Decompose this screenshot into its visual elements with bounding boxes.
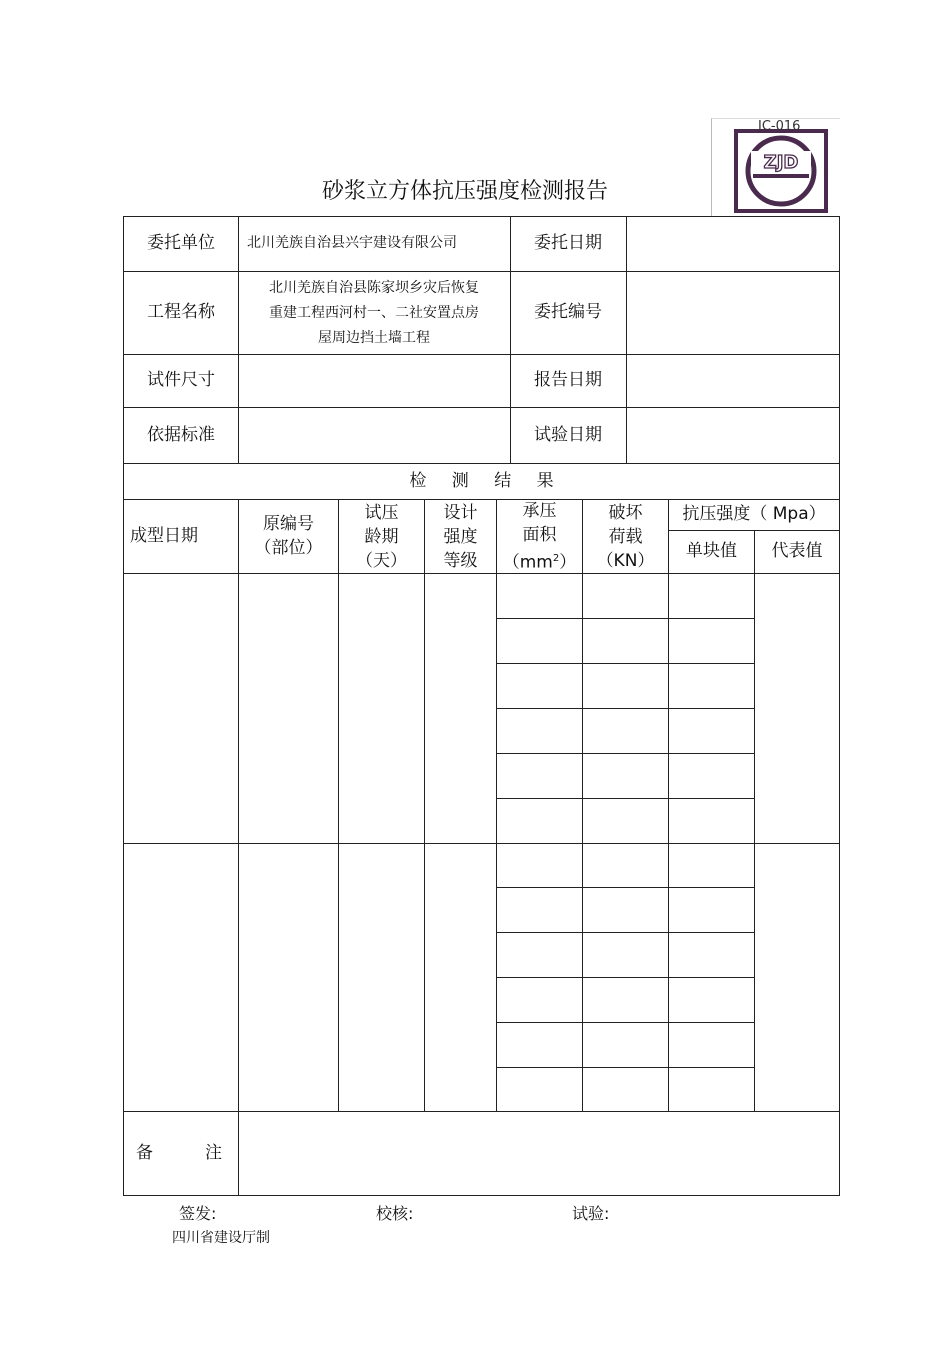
col-bearing-area-line-2: 面积 (522, 524, 557, 545)
col-single-value: 单块值 (686, 541, 737, 562)
project-value-line-2: 重建工程西河村一、二社安置点房 (269, 304, 479, 321)
project-value-line-1: 北川羌族自治县陈家坝乡灾后恢复 (269, 279, 479, 296)
commission-no-label: 委托编号 (534, 302, 602, 323)
col-original-no-line-2: （部位） (254, 537, 323, 558)
page-title: 砂浆立方体抗压强度检测报告 (321, 179, 608, 204)
col-failure-load-line-3: （KN） (596, 550, 655, 571)
commission-date-label: 委托日期 (534, 233, 602, 254)
logo-text: ZJD (763, 152, 799, 173)
col-failure-load-line-2: 荷载 (608, 526, 643, 547)
col-bearing-area-unit-post: ） (559, 552, 577, 573)
col-test-age (339, 500, 424, 573)
col-design-grade-line-3: 等级 (443, 550, 478, 571)
col-test-age-line-1: 试压 (364, 502, 399, 523)
form-code: JC-016 (758, 119, 801, 134)
col-bearing-area-unit-sup: 2 (552, 552, 560, 564)
specimen-size-label: 试件尺寸 (147, 370, 215, 391)
col-bearing-area-line-1: 承压 (522, 500, 557, 521)
col-forming-date: 成型日期 (130, 525, 198, 546)
col-original-no (239, 500, 338, 573)
test-date-value (627, 408, 839, 463)
client-value: 北川羌族自治县兴宇建设有限公司 (247, 235, 457, 252)
col-compressive-strength: 抗压强度（ Mpa） (682, 504, 826, 525)
remarks-label (124, 1112, 238, 1195)
remarks-value (239, 1112, 839, 1195)
col-original-no-line-1: 原编号 (263, 513, 314, 534)
form-maker: 四川省建设厅制 (172, 1230, 270, 1246)
specimen-size-value (239, 355, 509, 407)
remarks-label-char-2: 注 (205, 1142, 222, 1163)
col-failure-load (583, 500, 668, 573)
col-design-grade (425, 500, 496, 573)
project-label: 工程名称 (147, 302, 215, 323)
commission-date-value (627, 217, 839, 271)
check-signature-label: 校核: (376, 1204, 414, 1223)
project-value (239, 272, 509, 354)
col-bearing-area-line-3 (503, 547, 577, 575)
col-test-age-line-3: （天） (356, 550, 407, 571)
col-bearing-area-unit-pre: （mm (502, 552, 553, 573)
col-design-grade-line-2: 强度 (443, 526, 478, 547)
results-section-title: 检 测 结 果 (409, 470, 554, 491)
col-bearing-area (497, 500, 582, 573)
col-failure-load-line-1: 破坏 (608, 502, 643, 523)
report-date-value (627, 355, 839, 407)
col-representative-value: 代表值 (771, 541, 823, 562)
standard-label: 依据标准 (147, 424, 215, 445)
report-date-label: 报告日期 (534, 370, 602, 391)
commission-no-value (627, 272, 839, 354)
col-test-age-line-2: 龄期 (364, 526, 399, 547)
project-value-line-3: 屋周边挡土墙工程 (318, 329, 430, 346)
issue-signature-label: 签发: (179, 1204, 217, 1223)
remarks-label-char-1: 备 (136, 1142, 153, 1163)
col-design-grade-line-1: 设计 (443, 502, 478, 523)
test-signature-label: 试验: (572, 1204, 610, 1223)
standard-value (239, 408, 509, 463)
client-label: 委托单位 (147, 233, 215, 254)
test-date-label: 试验日期 (534, 424, 602, 445)
